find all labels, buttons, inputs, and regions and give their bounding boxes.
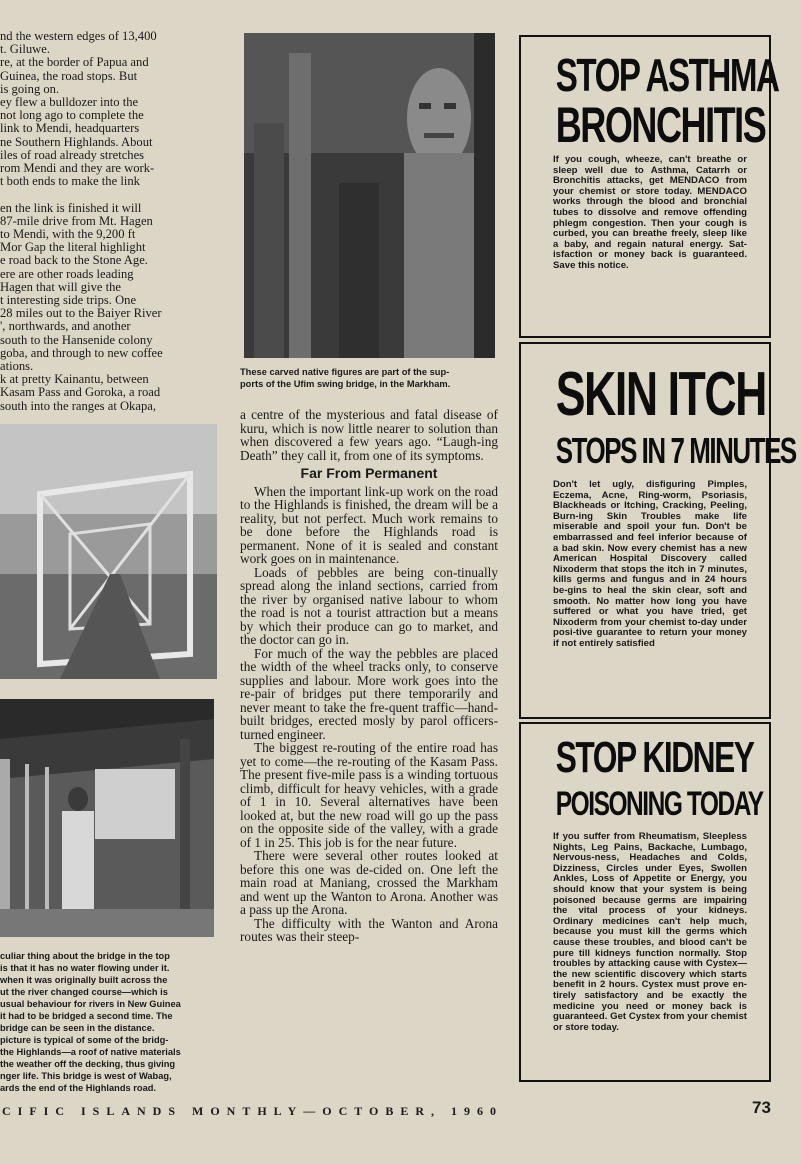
article-paragraph: There were several other routes looked at before this one was de-cided on. One left the main road at Maniang, crossed the Markham and went up the Wanton to Arona. Another was a pass up the Arona. [240, 848, 498, 917]
article-paragraph: When the important link-up work on the road to the Highlands is finished, the dream will be a reality, but not perfect. Much work remains to be done before the Highlands road is permanent. None of it is sealed and constant work goes on in maintenance. [240, 483, 498, 566]
asthma-ad-headline-1: STOP ASTHMA [555, 49, 779, 101]
left-column-line: ere are other roads leading [0, 267, 134, 281]
caption-line: picture is typical of some of the bridg- [0, 1035, 169, 1045]
carved-figures-illustration [244, 33, 495, 358]
article-intro: a centre of the mysterious and fatal disease of kuru, which is now little nearer to solution than when discovered a few years ago. “Laugh-ing Death” they call it, from one of its symptoms. [240, 407, 498, 463]
left-column-line: t interesting side trips. One [0, 294, 137, 308]
article-paragraph: The biggest re-routing of the entire road has yet to come—the re-routing of the Kasam Pass. The present five-mile pass is a winding tortuous climb, difficult for heavy vehicles, with a grade of 1 in 10. Several alternatives have been looked at, but the new road will go up the pass on the opposite side of the valley, with a grade of 1 in 25. This job is for the near future. [240, 740, 498, 850]
skin-itch-ad-headline-2: STOPS IN 7 MINUTES [555, 430, 796, 471]
left-column-line: nd the western edges of 13,400 [0, 30, 157, 43]
asthma-ad-headline-2: BRONCHITIS [555, 97, 766, 153]
figures-caption [240, 366, 498, 390]
left-column-line: ne Southern Highlands. About [0, 135, 153, 149]
asthma-ad [519, 35, 779, 338]
article-column [240, 408, 498, 944]
roofed-bridge-illustration [0, 699, 214, 937]
skin-itch-ad-headline-1: SKIN ITCH [555, 360, 766, 429]
caption-line: These carved native figures are part of the sup- [240, 367, 450, 377]
left-column-line: e road back to the Stone Age. [0, 254, 148, 268]
left-column-line: link to Mendi, headquarters [0, 122, 140, 136]
caption-line: the weather off the decking, thus giving [0, 1059, 176, 1069]
caption-line: ut the river changed course—which is [0, 987, 168, 997]
left-column-line: t both ends to make the link [0, 175, 140, 189]
caption-line: culiar thing about the bridge in the top [0, 951, 170, 961]
section-heading: Far From Permanent [300, 465, 438, 481]
caption-line: nger life. This bridge is west of Wabag, [0, 1071, 172, 1081]
left-column-line: re, at the border of Papua and [0, 56, 149, 70]
left-column-text [0, 30, 222, 413]
caption-line: ards the end of the Highlands road. [0, 1083, 156, 1093]
left-column-line: Kasam Pass and Goroka, a road [0, 386, 161, 400]
caption-line: it had to be bridged a second time. The [0, 1011, 173, 1021]
article-paragraphs [240, 485, 498, 944]
left-column-line: to Mendi, with the 9,200 ft [0, 228, 136, 242]
left-column-line: 87-mile drive from Mt. Hagen [0, 214, 153, 228]
left-column-line: en the link is finished it will [0, 201, 142, 215]
skin-itch-ad-body: Don't let ugly, disfiguring Pimples, Eczema, Acne, Ring-worm, Psoriasis, Blackheads or Itching, Cracking, Peeling, Burn-ing Skin Troubles make life miserable and spoil your fun. Don't be embarrassed and feel inferior because of a bad skin. Now every chemist has a new American Hospital Discovery called Nixoderm that stops the itch in 7 minutes, kills germs and fungus and in 24 hours be-gins to heal the skin clear, soft and smooth. No matter how long you have suffered or what you have tried, get Nixoderm from your chemist to-day under posi-tive guarantee to return your money if not entirely satisfied [553, 479, 747, 649]
kidney-ad-headline-1: STOP KIDNEY [555, 733, 754, 782]
left-column-line: rom Mendi and they are work- [0, 162, 155, 176]
left-column-line: goba, and through to new coffee [0, 346, 163, 360]
left-column-line: 28 miles out to the Baiyer River [0, 307, 162, 321]
caption-line: when it was originally built across the [0, 975, 168, 985]
page-footer [0, 1098, 801, 1128]
bridge-caption [0, 950, 222, 1094]
publication-line: CIFIC ISLANDS MONTHLY—OCTOBER, 1960 [2, 1104, 504, 1118]
left-column-line: k at pretty Kainantu, between [0, 373, 149, 387]
kidney-ad [519, 722, 771, 1082]
caption-line: bridge can be seen in the distance. [0, 1023, 155, 1033]
left-column-line: Hagen that will give the [0, 280, 122, 294]
left-column-line: south into the ranges at Okapa, [0, 399, 156, 413]
kidney-ad-body: If you suffer from Rheumatism, Sleepless Nights, Leg Pains, Backache, Lumbago, Nervous-ness, Headaches and Colds, Dizziness, Circles under Eyes, Swollen Ankles, Loss of Appetite or Energy, you should know that your system is being poisoned because germs are impairing the vital process of your kidneys. Ordinary medicines can't help much, because you must kill the germs which cause these troubles, and blood can't be pure till kidneys function normally. Stop troubles by attacking cause with Cystex—the new scientific discovery which starts benefit in 2 hours. Cystex must prove en-tirely satisfactory and be exactly the medicine you need or money back is guaranteed. Get Cystex from your chemist or store today. [553, 831, 747, 1033]
left-column-line: iles of road already stretches [0, 148, 145, 162]
article-paragraph: Loads of pebbles are being con-tinually spread along the inland sections, carried from the river by organised native labour to whom the road is not a tourist attraction but a means by which their produce can go to market, and the doctor can go in. [240, 564, 498, 647]
caption-line: ports of the Ufim swing bridge, in the Markham. [240, 379, 451, 389]
left-column-line: is going on. [0, 82, 60, 96]
left-column-line: ey flew a bulldozer into the [0, 96, 139, 110]
article-paragraph: For much of the way the pebbles are placed the width of the wheel tracks only, to conserve supplies and labour. More work goes into the re-pair of bridges put there temporarily and never meant to take the fre-quent traffic—hand-built bridges, erected mosly by parol officers-turned engineer. [240, 645, 498, 742]
page-number: 73 [752, 1098, 771, 1117]
left-column-line: Guinea, the road stops. But [0, 69, 138, 83]
left-column-line: ations. [0, 360, 34, 374]
carved-figures-photo [244, 33, 495, 358]
roofed-bridge-photo [0, 699, 214, 937]
left-column-line: not long ago to complete the [0, 109, 144, 123]
caption-line: usual behaviour for rivers in New Guinea [0, 999, 181, 1009]
asthma-ad-body: If you cough, wheeze, can't breathe or sleep well due to Asthma, Catarrh or Bronchitis attacks, get MENDACO from your chemist or store today. MENDACO works through the blood and bronchial tubes to dissolve and remove offending phlegm congestion. Then your cough is curbed, you can breathe freely, sleep like a baby, and regain natural energy. Sat-isfaction or money back is guaranteed. Save this notice. [553, 154, 747, 271]
left-column-line: t. Giluwe. [0, 43, 51, 57]
left-column-line: ', northwards, and another [0, 320, 131, 334]
left-column-line: Mor Gap the literal highlight [0, 241, 146, 255]
article-paragraph: The difficulty with the Wanton and Arona routes was their steep- [240, 915, 498, 944]
skin-itch-ad [519, 342, 796, 719]
left-column-line [0, 188, 222, 201]
dry-bridge-photo [0, 424, 217, 679]
steel-bridge-illustration [0, 424, 217, 679]
kidney-ad-headline-2: POISONING TODAY [555, 785, 763, 823]
caption-line: the Highlands—a roof of native materials [0, 1047, 181, 1057]
caption-line: is that it has no water flowing under it. [0, 963, 170, 973]
left-column-line: south to the Hansenide colony [0, 333, 153, 347]
